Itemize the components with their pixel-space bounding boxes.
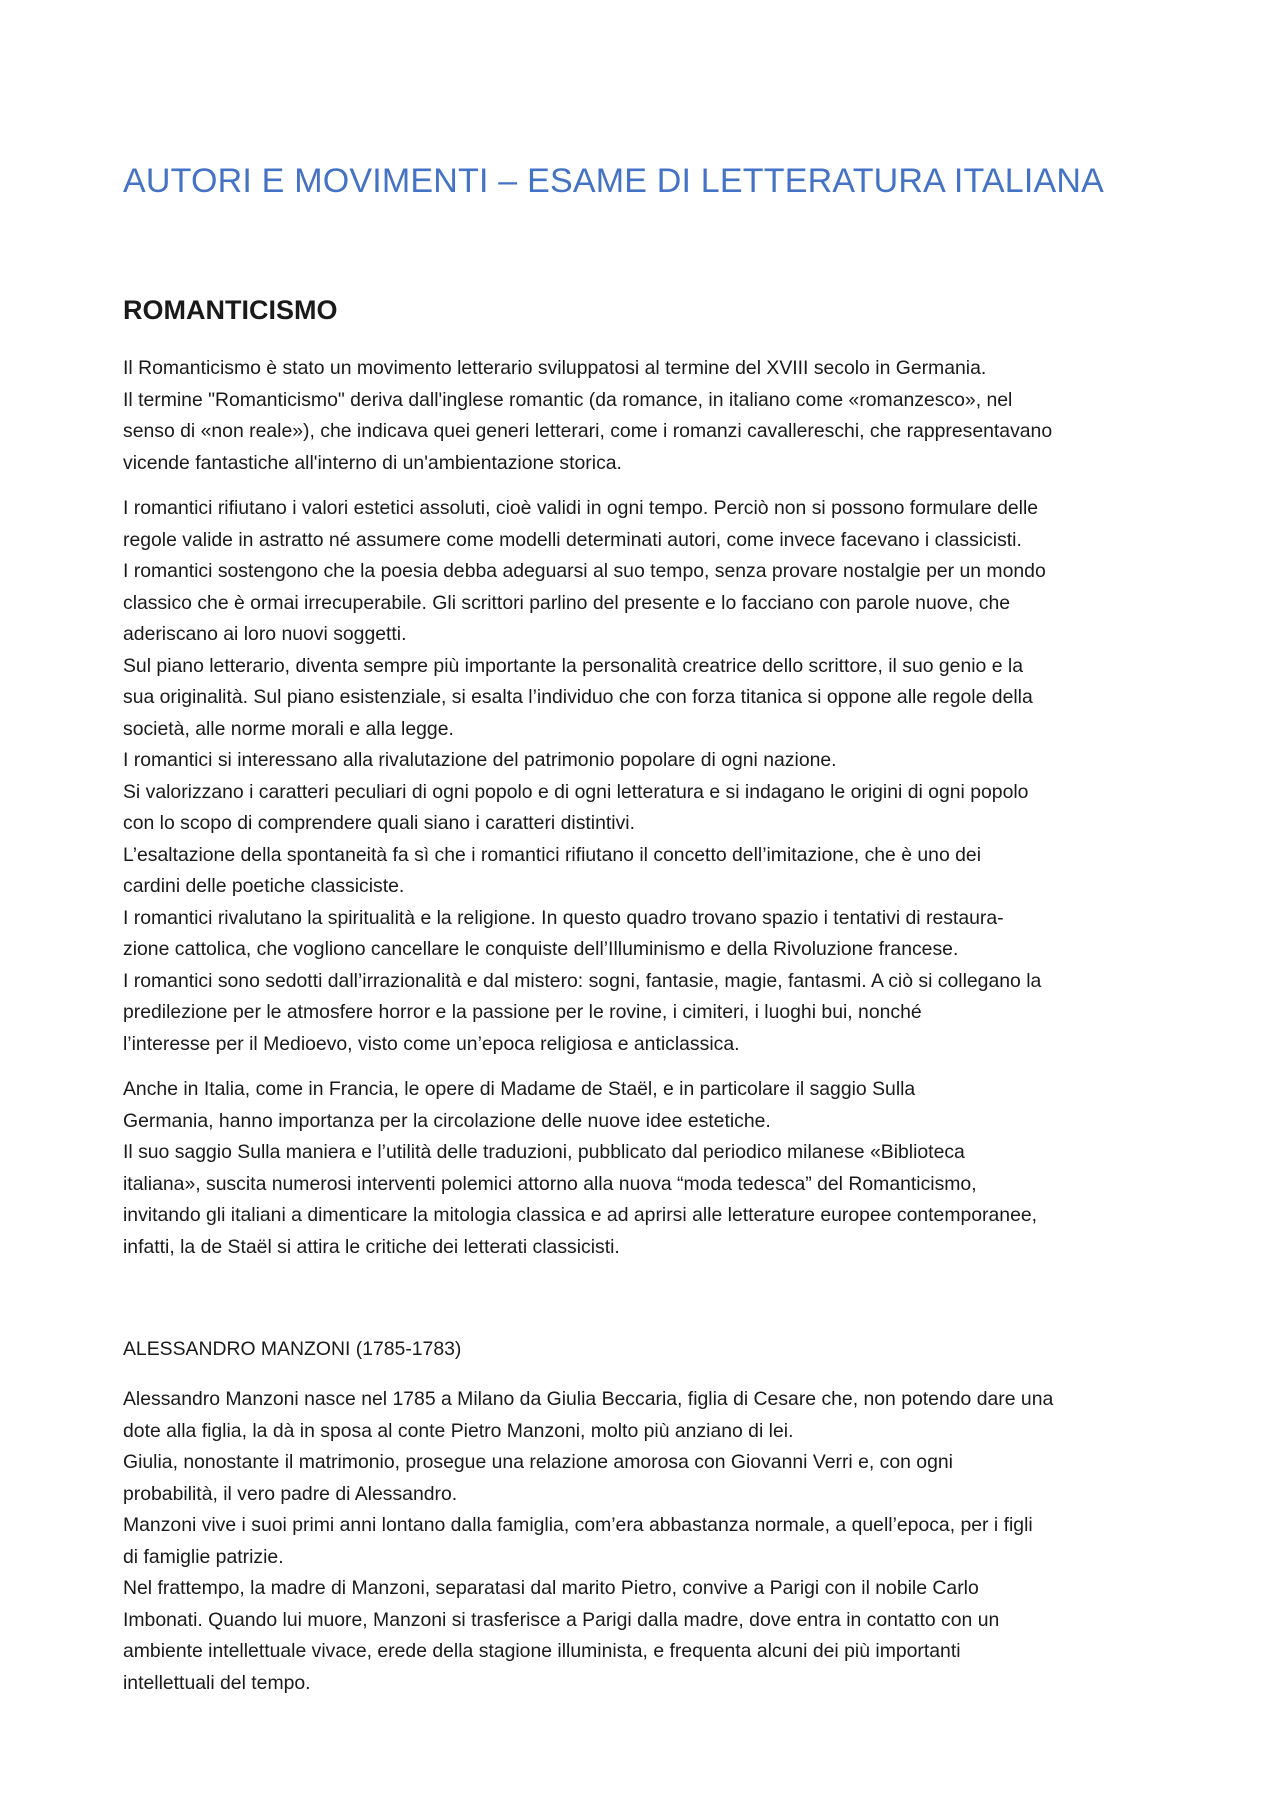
section-heading-romanticismo: ROMANTICISMO [123, 295, 338, 325]
text-line: I romantici sostengono che la poesia debba adeguarsi al suo tempo, senza provare nostalgie per un mondo [123, 560, 1046, 582]
text-line: Alessandro Manzoni nasce nel 1785 a Milano da Giulia Beccaria, figlia di Cesare che, non potendo dare una [123, 1388, 1054, 1410]
text-line: I romantici si interessano alla rivalutazione del patrimonio popolare di ogni nazione. [123, 749, 837, 771]
text-line: Imbonati. Quando lui muore, Manzoni si trasferisce a Parigi dalla madre, dove entra in contatto con un [123, 1608, 1000, 1631]
paragraph [123, 493, 1168, 1060]
section-body-manzoni [123, 1384, 1168, 1713]
text-line: senso di «non reale»), che indicava quei generi letterari, come i romanzi cavallereschi, che rappresentavano [123, 420, 1053, 442]
document-title: AUTORI E MOVIMENTI – ESAME DI LETTERATURA ITALIANA [123, 162, 1105, 200]
text-line: invitando gli italiani a dimenticare la mitologia classica e ad aprirsi alle letterature europee contemporanee, [123, 1204, 1038, 1226]
text-line: I romantici rivalutano la spiritualità e la religione. In questo quadro trovano spazio i tentativi di restaura- [123, 906, 1004, 929]
text-line: Germania, hanno importanza per la circolazione delle nuove idee estetiche. [123, 1109, 771, 1132]
text-line: con lo scopo di comprendere quali siano i caratteri distintivi. [123, 812, 635, 834]
text-line: Giulia, nonostante il matrimonio, prosegue una relazione amorosa con Giovanni Verri e, con ogni [123, 1451, 953, 1473]
text-line: probabilità, il vero padre di Alessandro. [123, 1482, 458, 1505]
text-line: di famiglie patrizie. [123, 1545, 284, 1568]
text-line: italiana», suscita numerosi interventi polemici attorno alla nuova “moda tedesca” del Romanticismo, [123, 1172, 977, 1195]
text-line: ambiente intellettuale vivace, erede della stagione illuminista, e frequenta alcuni dei più importanti [123, 1640, 961, 1662]
text-line: società, alle norme morali e alla legge. [123, 717, 454, 740]
text-line: regole valide in astratto né assumere come modelli determinati autori, come invece facevano i classicisti. [123, 528, 1022, 551]
text-line: zione cattolica, che vogliono cancellare le conquiste dell’Illuminismo e della Rivoluzione francese. [123, 938, 959, 960]
text-line: infatti, la de Staël si attira le critiche dei letterati classicisti. [123, 1235, 620, 1258]
text-line: Il termine "Romanticismo" deriva dall'inglese romantic (da romance, in italiano come «romanzesco», nel [123, 388, 1013, 411]
text-line: vicende fantastiche all'interno di un'ambientazione storica. [123, 451, 622, 474]
text-line: classico che è ormai irrecuperabile. Gli scrittori parlino del presente e lo facciano con parole nuove, che [123, 591, 1011, 614]
text-line: I romantici rifiutano i valori estetici assoluti, cioè validi in ogni tempo. Perciò non si possono formulare delle [123, 497, 1039, 519]
text-line: predilezione per le atmosfere horror e la passione per le rovine, i cimiteri, i luoghi bui, nonché [123, 1001, 922, 1023]
text-line: l’interesse per il Medioevo, visto come un’epoca religiosa e anticlassica. [123, 1032, 740, 1055]
paragraph [123, 353, 1168, 479]
text-line: Si valorizzano i caratteri peculiari di ogni popolo e di ogni letteratura e si indagano le origini di ogni popolo [123, 780, 1029, 803]
section-heading-manzoni: ALESSANDRO MANZONI (1785-1783) [123, 1338, 462, 1360]
text-line: Il Romanticismo è stato un movimento letterario sviluppatosi al termine del XVIII secolo in Germania. [123, 357, 987, 379]
text-line: Anche in Italia, come in Francia, le opere di Madame de Staël, e in particolare il saggio Sulla [123, 1078, 916, 1100]
text-line: dote alla figlia, la dà in sposa al conte Pietro Manzoni, molto più anziano di lei. [123, 1419, 794, 1442]
text-line: I romantici sono sedotti dall’irrazionalità e dal mistero: sogni, fantasie, magie, fantasmi. A ciò si collegano la [123, 969, 1042, 992]
text-line: Manzoni vive i suoi primi anni lontano dalla famiglia, com’era abbastanza normale, a quell’epoca, per i figli [123, 1514, 1033, 1536]
text-line: Il suo saggio Sulla maniera e l’utilità delle traduzioni, pubblicato dal periodico milanese «Biblioteca [123, 1141, 965, 1163]
text-line: sua originalità. Sul piano esistenziale, si esalta l’individuo che con forza titanica si oppone alle regole della [123, 686, 1033, 708]
paragraph [123, 1074, 1168, 1263]
text-line: Sul piano letterario, diventa sempre più importante la personalità creatrice dello scrittore, il suo genio e la [123, 654, 1023, 677]
text-line: L’esaltazione della spontaneità fa sì che i romantici rifiutano il concetto dell’imitazione, che è uno dei [123, 843, 982, 866]
paragraph [123, 1384, 1168, 1699]
text-line: aderiscano ai loro nuovi soggetti. [123, 623, 407, 645]
text-line: cardini delle poetiche classiciste. [123, 875, 405, 897]
section-body-romanticismo [123, 353, 1168, 1277]
text-line: Nel frattempo, la madre di Manzoni, separatasi dal marito Pietro, convive a Parigi con il nobile Carlo [123, 1577, 979, 1599]
text-line: intellettuali del tempo. [123, 1671, 311, 1694]
